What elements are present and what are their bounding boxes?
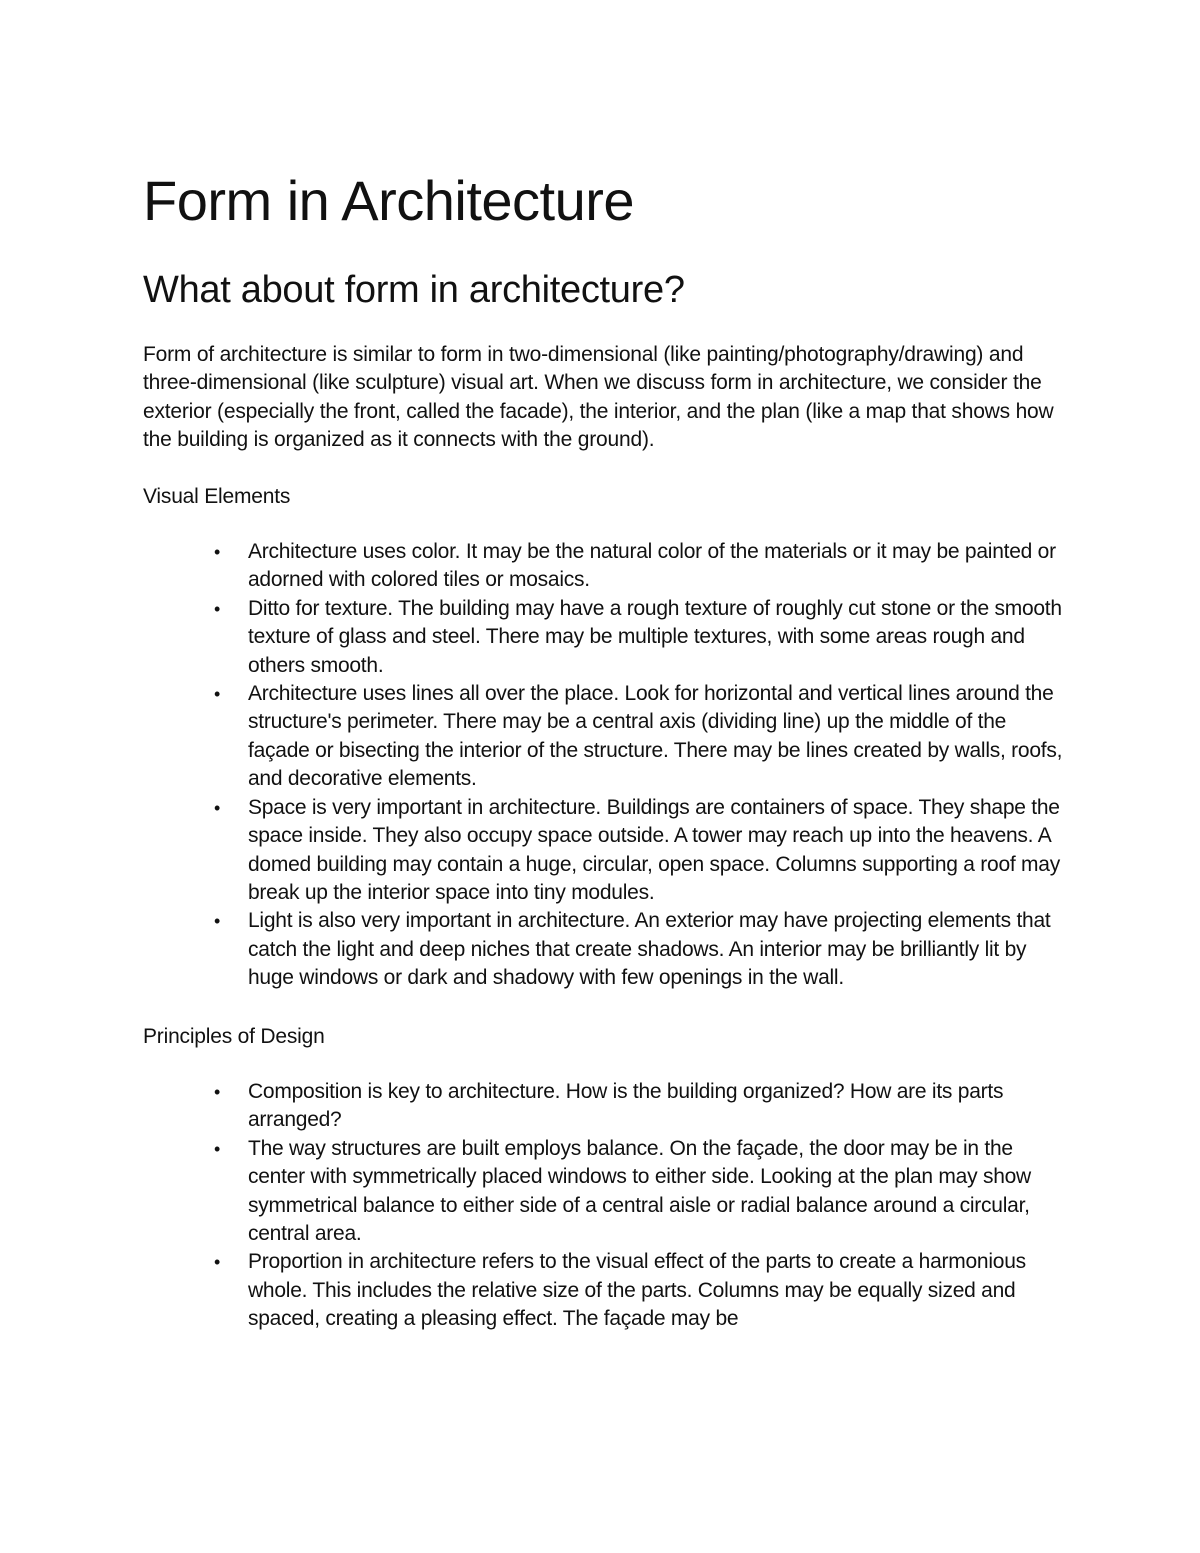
- principles-of-design-list: [143, 1078, 1063, 1334]
- document-page: [143, 165, 1063, 1334]
- list-item: [143, 595, 1063, 680]
- bullet-icon: •: [214, 1081, 221, 1102]
- list-item: [143, 1248, 1063, 1333]
- intro-paragraph: Form of architecture is similar to form in two-dimensional (like painting/photography/drawing) and three-dimensional (like sculpture) visual art. When we discuss form in architecture, we consider the exterior (especially the front, called the facade), the interior, and the plan (like a map that shows how the building is organized as it connects with the ground).: [143, 343, 1054, 452]
- list-item: [143, 1135, 1063, 1249]
- list-item-text: Proportion in architecture refers to the visual effect of the parts to create a harmonious whole. This includes the relative size of the parts. Columns may be equally sized and spaced, creating a pleasing effect. The façade may be: [248, 1250, 1026, 1331]
- list-item-text: Architecture uses lines all over the place. Look for horizontal and vertical lines around the structure's perimeter. There may be a central axis (dividing line) up the middle of the façade or bisecting the interior of the structure. There may be lines created by walls, roofs, and decorative elements.: [248, 682, 1063, 791]
- bullet-icon: •: [214, 797, 221, 818]
- list-item: [143, 538, 1063, 595]
- list-item: [143, 907, 1063, 992]
- bullet-icon: •: [214, 1252, 221, 1273]
- bullet-icon: •: [214, 1138, 221, 1159]
- bullet-icon: •: [214, 684, 221, 705]
- list-item-text: The way structures are built employs balance. On the façade, the door may be in the center with symmetrically placed windows to either side. Looking at the plan may show symmetrical balance to either side of a central aisle or radial balance around a circular, central area.: [248, 1136, 1031, 1245]
- list-item-text: Architecture uses color. It may be the natural color of the materials or it may be painted or adorned with colored tiles or mosaics.: [248, 540, 1056, 592]
- list-item-text: Space is very important in architecture. Buildings are containers of space. They shape the space inside. They also occupy space outside. A tower may reach up into the heavens. A domed building may contain a huge, circular, open space. Columns supporting a roof may break up the interior space into tiny modules.: [248, 795, 1060, 904]
- list-item-text: Composition is key to architecture. How is the building organized? How are its parts arranged?: [248, 1079, 1004, 1132]
- bullet-icon: •: [214, 911, 221, 932]
- bullet-icon: •: [214, 542, 221, 563]
- list-item: [143, 680, 1063, 794]
- list-item: [143, 794, 1063, 908]
- list-item: [143, 1078, 1063, 1135]
- section-heading-principles-of-design: Principles of Design: [143, 1024, 325, 1048]
- page-subtitle: What about form in architecture?: [143, 269, 685, 311]
- bullet-icon: •: [214, 598, 221, 619]
- list-item-text: Ditto for texture. The building may have a rough texture of roughly cut stone or the smooth texture of glass and steel. There may be multiple textures, with some areas rough and others smooth.: [248, 596, 1062, 677]
- visual-elements-list: [143, 538, 1063, 993]
- section-heading-visual-elements: Visual Elements: [143, 484, 291, 508]
- list-item-text: Light is also very important in architecture. An exterior may have projecting elements that catch the light and deep niches that create shadows. An interior may be brilliantly lit by huge windows or dark and shadowy with few openings in the wall.: [248, 909, 1051, 990]
- page-title: Form in Architecture: [143, 169, 635, 232]
